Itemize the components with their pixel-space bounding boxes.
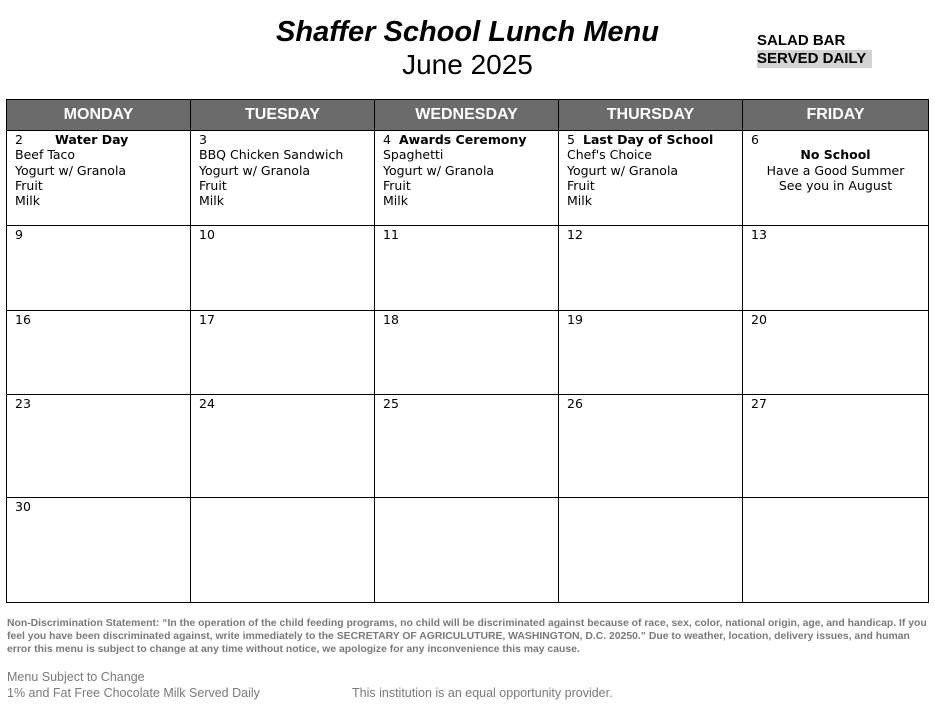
menu-item: Beef Taco: [15, 147, 76, 163]
day-number: 26: [567, 396, 583, 411]
week-row-5: [7, 498, 929, 603]
day-number: 13: [751, 227, 767, 242]
weekday-header-row: [7, 100, 929, 131]
day-number: 3: [199, 132, 207, 147]
day-number: 23: [15, 396, 31, 411]
menu-item: Yogurt w/ Granola: [199, 162, 311, 178]
day-number: 5: [567, 132, 575, 147]
equal-opportunity-note: This institution is an equal opportunity provider.: [352, 686, 613, 700]
day-cell-20: [743, 311, 929, 395]
day-number: 25: [383, 396, 399, 411]
salad-bar-line1: SALAD BAR: [757, 32, 846, 49]
menu-item: Chef's Choice: [567, 147, 652, 163]
day-number: 9: [15, 227, 23, 242]
menu-calendar: [6, 99, 929, 603]
month-subtitle: June 2025: [402, 49, 533, 80]
day-number: 4: [383, 132, 391, 147]
day-number: 30: [15, 499, 31, 514]
day-cell-4: [375, 131, 559, 226]
day-cell-19: [559, 311, 743, 395]
day-cell-26: [559, 395, 743, 498]
empty-day-cell: [559, 498, 743, 603]
day-number: 17: [199, 312, 215, 327]
header-thursday: THURSDAY: [559, 100, 743, 131]
day-cell-3: [191, 131, 375, 226]
day-number: 10: [199, 227, 215, 242]
day-cell-25: [375, 395, 559, 498]
menu-item: Spaghetti: [383, 147, 444, 163]
menu-item: Fruit: [15, 177, 43, 193]
header-monday: MONDAY: [7, 100, 191, 131]
day-number: 11: [383, 227, 399, 242]
day-cell-23: [7, 395, 191, 498]
header-wednesday: WEDNESDAY: [375, 100, 559, 131]
empty-day-cell: [375, 498, 559, 603]
menu-item: Milk: [383, 193, 408, 209]
day-number: 2: [15, 132, 23, 147]
menu-change-note: Menu Subject to Change: [7, 670, 145, 684]
day-number: 12: [567, 227, 583, 242]
milk-note: 1% and Fat Free Chocolate Milk Served Daily: [7, 686, 260, 700]
day-number: 24: [199, 396, 215, 411]
day-cell-17: [191, 311, 375, 395]
menu-item: Yogurt w/ Granola: [15, 162, 127, 178]
header-friday: FRIDAY: [743, 100, 929, 131]
event-label: Last Day of School: [583, 132, 714, 147]
day-number: 20: [751, 312, 767, 327]
menu-item: Fruit: [567, 177, 595, 193]
day-cell-24: [191, 395, 375, 498]
menu-item: Fruit: [383, 177, 411, 193]
day-number: 27: [751, 396, 767, 411]
day-cell-13: [743, 226, 929, 311]
week-row-1: [7, 131, 929, 226]
menu-item: Milk: [567, 193, 592, 209]
week-row-3: [7, 311, 929, 395]
event-label: Awards Ceremony: [399, 132, 527, 147]
day-cell-18: [375, 311, 559, 395]
day-cell-5: [559, 131, 743, 226]
day-number: 6: [751, 132, 759, 147]
summer-note: Have a Good Summer: [766, 162, 905, 178]
week-row-2: [7, 226, 929, 311]
menu-item: Fruit: [199, 177, 227, 193]
menu-item: Milk: [15, 193, 40, 209]
empty-day-cell: [191, 498, 375, 603]
no-school-note: No School: [800, 147, 871, 163]
day-cell-27: [743, 395, 929, 498]
day-number: 19: [567, 312, 583, 327]
menu-item: Yogurt w/ Granola: [567, 162, 679, 178]
menu-item: BBQ Chicken Sandwich: [199, 147, 344, 163]
salad-bar-note: [757, 32, 872, 68]
day-cell-2: [7, 131, 191, 226]
page-title: Shaffer School Lunch Menu: [276, 16, 659, 48]
header-tuesday: TUESDAY: [191, 100, 375, 131]
empty-day-cell: [743, 498, 929, 603]
event-label: Water Day: [55, 132, 129, 147]
day-number: 18: [383, 312, 399, 327]
non-discrimination-statement: Non-Discrimination Statement: “In the operation of the child feeding programs, no child will be discriminated against because of race, sex, color, national origin, age, and handicap. If you feel you have been discriminated against, write immediately to the SECRETARY OF AGRICULUTURE, WASHINGTON, D.C. 20250.” Due to weather, location, delivery issues, and human error this menu is subject to change at any time without notice, we apologize for any inconvenience this may cause.: [7, 618, 927, 655]
menu-item: Milk: [199, 193, 224, 209]
salad-bar-line2: SERVED DAILY: [757, 50, 872, 68]
august-note: See you in August: [778, 177, 893, 193]
day-cell-11: [375, 226, 559, 311]
menu-item: Yogurt w/ Granola: [383, 162, 495, 178]
day-cell-10: [191, 226, 375, 311]
day-cell-16: [7, 311, 191, 395]
day-number: 16: [15, 312, 31, 327]
week-row-4: [7, 395, 929, 498]
day-cell-12: [559, 226, 743, 311]
day-cell-9: [7, 226, 191, 311]
day-cell-6: [743, 131, 929, 226]
day-cell-30: [7, 498, 191, 603]
